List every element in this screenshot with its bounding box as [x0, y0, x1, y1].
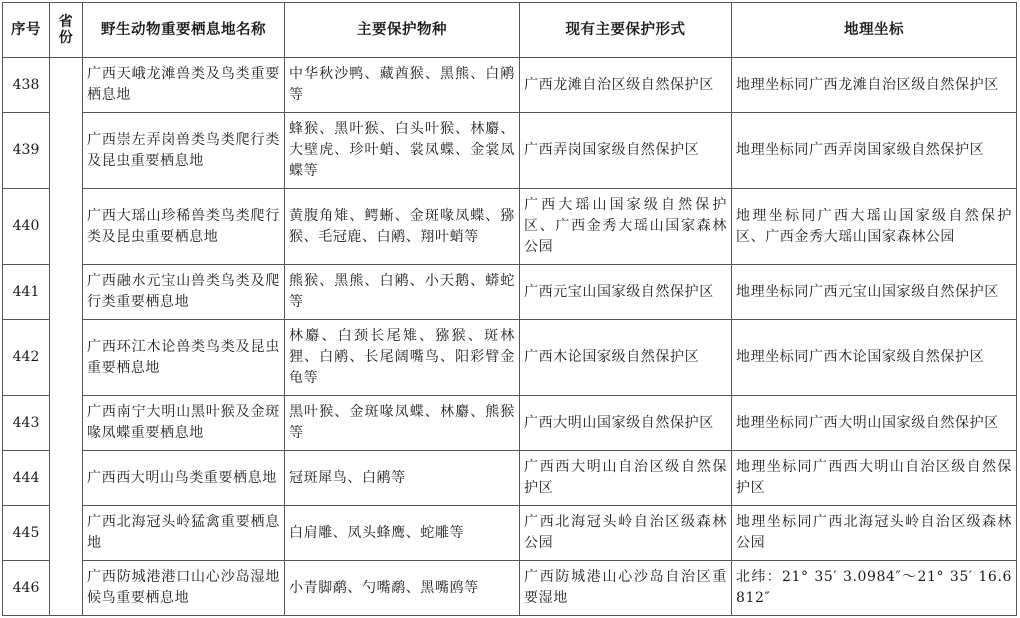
table-row [3, 506, 1017, 561]
table-row [3, 265, 1017, 320]
row-species: 小青脚鹬、勺嘴鹬、黑嘴鸥等 [285, 561, 520, 616]
table-row [3, 320, 1017, 396]
row-seq: 439 [3, 113, 50, 189]
row-habitat-name: 广西防城港港口山心沙岛湿地候鸟重要栖息地 [83, 561, 285, 616]
habitat-table [2, 2, 1017, 616]
row-habitat-name: 广西南宁大明山黑叶猴及金斑喙凤蝶重要栖息地 [83, 396, 285, 451]
row-protection-form: 广西大明山国家级自然保护区 [520, 396, 732, 451]
row-protection-form: 广西西大明山自治区级自然保护区 [520, 451, 732, 506]
header-species: 主要保护物种 [285, 3, 520, 58]
row-protection-form: 广西北海冠头岭自治区级森林公园 [520, 506, 732, 561]
row-habitat-name: 广西环江木论兽类鸟类及昆虫重要栖息地 [83, 320, 285, 396]
row-seq: 444 [3, 451, 50, 506]
row-coordinates: 地理坐标同广西北海冠头岭自治区级森林公园 [732, 506, 1017, 561]
row-species: 蜂猴、黑叶猴、白头叶猴、林麝、大壁虎、珍叶蛸、裳凤蝶、金裳凤蝶等 [285, 113, 520, 189]
row-species: 黑叶猴、金斑喙凤蝶、林麝、熊猴等 [285, 396, 520, 451]
row-species: 黄腹角雉、鳄蜥、金斑喙凤蝶、猕猴、毛冠鹿、白鹇、翔叶蛸等 [285, 189, 520, 265]
row-seq: 440 [3, 189, 50, 265]
table-row [3, 58, 1017, 113]
header-seq: 序号 [3, 3, 50, 58]
table-row [3, 189, 1017, 265]
header-protection-form: 现有主要保护形式 [520, 3, 732, 58]
header-habitat-name: 野生动物重要栖息地名称 [83, 3, 285, 58]
header-row [3, 3, 1017, 58]
row-seq: 443 [3, 396, 50, 451]
row-species: 中华秋沙鸭、藏酋猴、黑熊、白鹇等 [285, 58, 520, 113]
row-protection-form: 广西大瑶山国家级自然保护区、广西金秀大瑶山国家森林公园 [520, 189, 732, 265]
row-coordinates: 地理坐标同广西大明山国家级自然保护区 [732, 396, 1017, 451]
row-protection-form: 广西龙滩自治区级自然保护区 [520, 58, 732, 113]
row-seq: 438 [3, 58, 50, 113]
table-row [3, 113, 1017, 189]
row-coordinates: 地理坐标同广西弄岗国家级自然保护区 [732, 113, 1017, 189]
row-habitat-name: 广西西大明山鸟类重要栖息地 [83, 451, 285, 506]
row-habitat-name: 广西大瑶山珍稀兽类鸟类爬行类及昆虫重要栖息地 [83, 189, 285, 265]
row-coordinates: 地理坐标同广西大瑶山国家级自然保护区、广西金秀大瑶山国家森林公园 [732, 189, 1017, 265]
row-protection-form: 广西元宝山国家级自然保护区 [520, 265, 732, 320]
row-coordinates: 地理坐标同广西西大明山自治区级自然保护区 [732, 451, 1017, 506]
table-row [3, 451, 1017, 506]
row-coordinates: 地理坐标同广西木论国家级自然保护区 [732, 320, 1017, 396]
row-coordinates: 地理坐标同广西元宝山国家级自然保护区 [732, 265, 1017, 320]
row-protection-form: 广西木论国家级自然保护区 [520, 320, 732, 396]
row-coordinates: 北纬：21° 35′ 3.0984″～21° 35′ 16.6812″ [732, 561, 1017, 616]
row-species: 冠斑犀鸟、白鹇等 [285, 451, 520, 506]
row-seq: 441 [3, 265, 50, 320]
row-seq: 446 [3, 561, 50, 616]
row-protection-form: 广西防城港山心沙岛自治区重要湿地 [520, 561, 732, 616]
row-species: 熊猴、黑熊、白鹇、小天鹅、蟒蛇等 [285, 265, 520, 320]
header-coordinates: 地理坐标 [732, 3, 1017, 58]
row-habitat-name: 广西崇左弄岗兽类鸟类爬行类及昆虫重要栖息地 [83, 113, 285, 189]
table-row [3, 561, 1017, 616]
row-species: 白肩雕、凤头蜂鹰、蛇雕等 [285, 506, 520, 561]
row-habitat-name: 广西北海冠头岭猛禽重要栖息地 [83, 506, 285, 561]
row-coordinates: 地理坐标同广西龙滩自治区级自然保护区 [732, 58, 1017, 113]
row-habitat-name: 广西融水元宝山兽类鸟类及爬行类重要栖息地 [83, 265, 285, 320]
row-seq: 445 [3, 506, 50, 561]
row-habitat-name: 广西天峨龙滩兽类及鸟类重要栖息地 [83, 58, 285, 113]
row-seq: 442 [3, 320, 50, 396]
row-species: 林麝、白颈长尾雉、猕猴、斑林狸、白鹇、长尾阔嘴鸟、阳彩臂金龟等 [285, 320, 520, 396]
header-province: 省份 [50, 3, 83, 58]
province-cell [50, 58, 83, 616]
table-row [3, 396, 1017, 451]
row-protection-form: 广西弄岗国家级自然保护区 [520, 113, 732, 189]
